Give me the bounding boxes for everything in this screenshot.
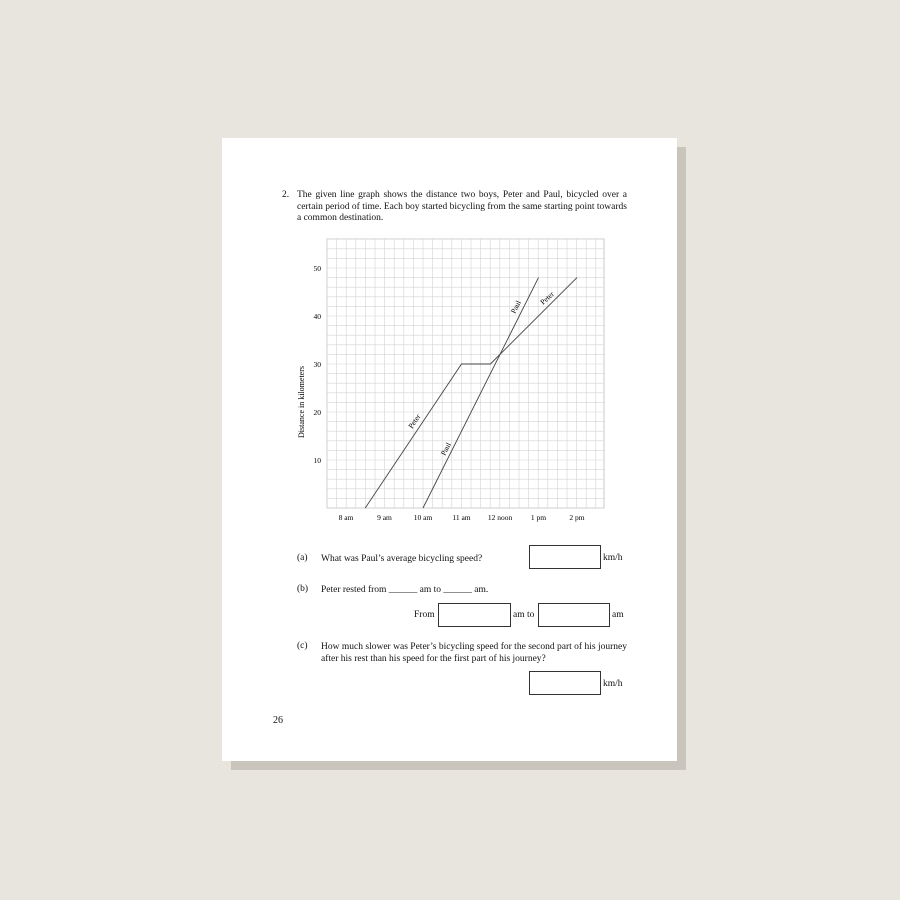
- line-label-paul-upper: Paul: [508, 298, 523, 315]
- x-tick-label: 11 am: [452, 513, 471, 522]
- part-b-mid-label: am to: [513, 610, 535, 620]
- x-tick-labels: [339, 513, 585, 522]
- y-tick-label: 10: [313, 456, 321, 465]
- y-tick-label: 40: [313, 312, 321, 321]
- x-tick-label: 2 pm: [569, 513, 585, 522]
- part-c-unit: km/h: [603, 679, 623, 689]
- part-b-to-input[interactable]: [538, 603, 610, 627]
- part-c-letter: (c): [297, 641, 308, 651]
- y-tick-labels: [314, 264, 322, 465]
- part-b-question: Peter rested from ______ am to ______ am.: [321, 585, 489, 595]
- part-b-end-label: am: [612, 610, 624, 620]
- line-label-peter-upper: Peter: [538, 289, 556, 307]
- question-text: The given line graph shows the distance two boys, Peter and Paul, bicycled over a certain period of time. Each boy started bicycling from the same starting point towards a common destination.: [297, 190, 627, 223]
- distance-time-chart: [290, 232, 620, 532]
- part-b-from-label: From: [414, 610, 435, 620]
- part-c-answer-input[interactable]: [529, 671, 601, 695]
- x-tick-label: 1 pm: [530, 513, 547, 522]
- line-label-paul-lower: Paul: [438, 440, 453, 457]
- y-tick-label: 30: [313, 360, 321, 369]
- part-a-answer-input[interactable]: [529, 545, 601, 569]
- question-number: 2.: [282, 190, 290, 200]
- series-line-labels: [406, 289, 556, 457]
- part-a-letter: (a): [297, 553, 308, 563]
- y-axis-label: Distance in kilometers: [297, 366, 306, 438]
- line-label-peter-lower: Peter: [406, 412, 423, 431]
- x-tick-label: 8 am: [338, 513, 354, 522]
- part-a-question: What was Paul’s average bicycling speed?: [321, 554, 483, 564]
- chart-grid: [327, 239, 604, 508]
- y-tick-label: 50: [313, 264, 321, 273]
- y-tick-label: 20: [313, 408, 321, 417]
- page-number: 26: [273, 715, 283, 726]
- x-tick-label: 12 noon: [487, 513, 513, 522]
- part-b-letter: (b): [297, 584, 309, 594]
- part-b-from-input[interactable]: [438, 603, 511, 627]
- x-tick-label: 10 am: [413, 513, 433, 522]
- part-a-unit: km/h: [603, 553, 623, 563]
- x-tick-label: 9 am: [377, 513, 392, 522]
- part-c-question: How much slower was Peter’s bicycling speed for the second part of his journey after his rest than his speed for the first part of his journey?: [321, 642, 627, 664]
